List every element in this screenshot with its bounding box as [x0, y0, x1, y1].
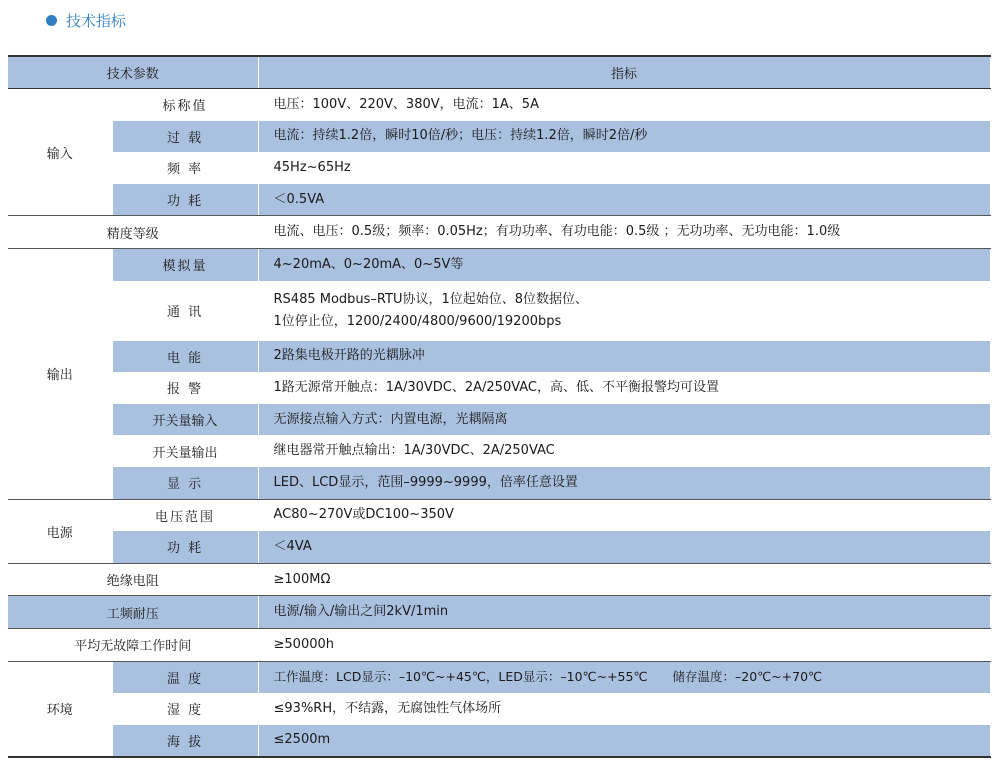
param-name: 过 载 [112, 121, 258, 153]
header-spec: 指标 [258, 56, 990, 89]
group-power: 电源 [8, 499, 112, 563]
param-name: 通 讯 [112, 281, 258, 341]
table-row [8, 531, 990, 563]
param-value-line: 1位停止位，1200/2400/4800/9600/19200bps [273, 313, 562, 329]
param-value: LED、LCD显示，范围–9999~9999，倍率任意设置 [258, 467, 990, 499]
table-row [8, 693, 990, 725]
table-row [8, 563, 990, 596]
table-row [8, 89, 990, 121]
group-environment: 环境 [8, 661, 112, 757]
param-name: 电 能 [112, 341, 258, 373]
table-header [8, 56, 990, 89]
table-row [8, 435, 990, 467]
table-row [8, 184, 990, 216]
table-row [8, 152, 990, 184]
param-name: 标称值 [112, 89, 258, 121]
param-value: ≤2500m [258, 725, 990, 758]
param-name: 功 耗 [112, 184, 258, 216]
section-heading [46, 8, 126, 32]
table-row [8, 404, 990, 436]
param-value: 2路集电极开路的光耦脉冲 [258, 341, 990, 373]
table-row [8, 281, 990, 341]
param-name: 显 示 [112, 467, 258, 499]
param-name: 平均无故障工作时间 [8, 628, 258, 661]
param-value: 45Hz~65Hz [258, 152, 990, 184]
param-value: AC80~270V或DC100~350V [258, 499, 990, 531]
param-name: 海 拔 [112, 725, 258, 758]
param-name: 频 率 [112, 152, 258, 184]
group-input: 输入 [8, 89, 112, 216]
param-name: 开关量输出 [112, 435, 258, 467]
param-value-line: RS485 Modbus–RTU协议，1位起始位、8位数据位、 [273, 291, 589, 307]
table-row [8, 248, 990, 280]
group-output: 输出 [8, 248, 112, 499]
header-param: 技术参数 [8, 56, 258, 89]
param-name: 精度等级 [8, 216, 258, 249]
param-name: 湿 度 [112, 693, 258, 725]
section-title: 技术指标 [66, 11, 127, 30]
param-value: 电压：100V、220V、380V，电流：1A、5A [258, 89, 990, 121]
table-row [8, 628, 990, 661]
param-name: 绝缘电阻 [8, 563, 258, 596]
param-name: 温 度 [112, 661, 258, 693]
table-row [8, 467, 990, 499]
table-row [8, 341, 990, 373]
param-value: 无源接点输入方式：内置电源，光耦隔离 [258, 404, 990, 436]
param-name: 报 警 [112, 372, 258, 404]
param-value: ＜0.5VA [258, 184, 990, 216]
bullet-dot-icon [46, 15, 57, 26]
param-value: 电流、电压：0.5级；频率：0.05Hz；有功功率、有功电能：0.5级 ；无功功率、无功电能：1.0级 [258, 216, 990, 249]
param-value [258, 281, 990, 341]
table-row [8, 596, 990, 629]
param-value: 4~20mA、0~20mA、0~5V等 [258, 248, 990, 280]
table-row [8, 661, 990, 693]
param-value: 工作温度：LCD显示：–10℃~+45℃，LED显示：–10℃~+55℃ 储存温度：–20℃~+70℃ [258, 661, 990, 693]
param-value: 电源/输入/输出之间2kV/1min [258, 596, 990, 629]
table-row [8, 372, 990, 404]
param-value: ＜4VA [258, 531, 990, 563]
param-name: 工频耐压 [8, 596, 258, 629]
param-value: ≤93%RH，不结露，无腐蚀性气体场所 [258, 693, 990, 725]
param-value: 继电器常开触点输出：1A/30VDC、2A/250VAC [258, 435, 990, 467]
param-name: 电压范围 [112, 499, 258, 531]
param-name: 开关量输入 [112, 404, 258, 436]
table-row [8, 216, 990, 249]
param-value: ≥100MΩ [258, 563, 990, 596]
table-row [8, 121, 990, 153]
param-value: ≥50000h [258, 628, 990, 661]
table-row [8, 499, 990, 531]
param-value: 电流：持续1.2倍，瞬时10倍/秒；电压：持续1.2倍，瞬时2倍/秒 [258, 121, 990, 153]
param-name: 功 耗 [112, 531, 258, 563]
spec-table [8, 55, 991, 758]
param-name: 模拟量 [112, 248, 258, 280]
table-row [8, 725, 990, 758]
param-value: 1路无源常开触点：1A/30VDC、2A/250VAC，高、低、不平衡报警均可设置 [258, 372, 990, 404]
